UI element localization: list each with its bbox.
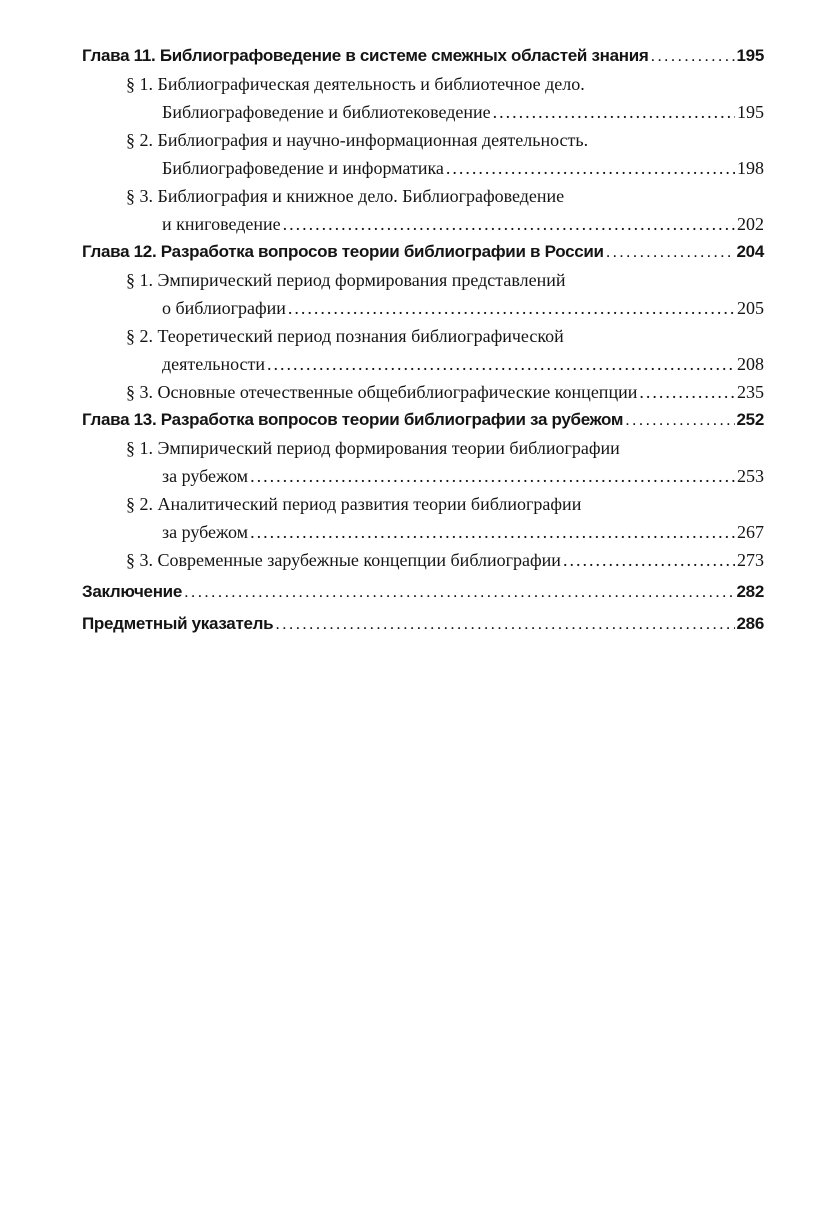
toc-chapter-13[interactable]	[82, 406, 764, 434]
leader-dots	[563, 546, 735, 574]
page-number: 286	[736, 614, 764, 633]
section-title-cont: за рубежом	[162, 466, 249, 486]
toc-section-11-3-line1: § 3. Библиография и книжное дело. Библиографоведение	[126, 186, 565, 206]
section-title-cont: Библиографоведение и библиотековедение	[162, 102, 491, 122]
page-number: 253	[737, 466, 764, 486]
page-number: 267	[737, 522, 764, 542]
toc-chapter-12[interactable]	[82, 238, 764, 266]
page-number: 208	[737, 354, 764, 374]
page-number: 235	[737, 382, 764, 402]
page-number: 273	[737, 550, 764, 570]
section-title-cont: за рубежом	[162, 522, 249, 542]
table-of-contents	[82, 42, 764, 638]
toc-section-13-2-line1: § 2. Аналитический период развития теории библиографии	[126, 494, 582, 514]
leader-dots	[275, 610, 734, 638]
leader-dots	[639, 378, 735, 406]
toc-conclusion[interactable]	[82, 578, 764, 606]
page-number: 198	[737, 158, 764, 178]
leader-dots	[288, 294, 735, 322]
toc-section-11-1-line1: § 1. Библиографическая деятельность и библиотечное дело.	[126, 74, 585, 94]
section-title-cont: и книговедение	[162, 214, 281, 234]
toc-section-12-2-line1: § 2. Теоретический период познания библиографической	[126, 326, 564, 346]
toc-subject-index[interactable]	[82, 610, 764, 638]
toc-section-11-2[interactable]	[82, 154, 764, 182]
toc-section-11-1[interactable]	[82, 98, 764, 126]
page-number: 195	[736, 46, 764, 65]
page-number: 205	[737, 298, 764, 318]
leader-dots	[267, 350, 735, 378]
section-title: § 3. Современные зарубежные концепции библиографии	[126, 550, 561, 570]
section-title-cont: о библиографии	[162, 298, 286, 318]
section-title: § 3. Основные отечественные общебиблиографические концепции	[126, 382, 638, 402]
leader-dots	[250, 518, 735, 546]
page-number: 204	[736, 242, 764, 261]
chapter-title: Глава 11. Библиографоведение в системе смежных областей знания	[82, 46, 649, 65]
leader-dots	[625, 406, 734, 434]
conclusion-title: Заключение	[82, 582, 182, 601]
page-number: 252	[736, 410, 764, 429]
toc-section-13-1[interactable]	[82, 462, 764, 490]
toc-section-12-1[interactable]	[82, 294, 764, 322]
section-title-cont: Библиографоведение и информатика	[162, 158, 444, 178]
page-number: 202	[737, 214, 764, 234]
leader-dots	[250, 462, 735, 490]
section-title-cont: деятельности	[162, 354, 266, 374]
toc-section-13-1-line1: § 1. Эмпирический период формирования теории библиографии	[126, 438, 620, 458]
toc-section-13-2[interactable]	[82, 518, 764, 546]
page-number: 282	[736, 582, 764, 601]
leader-dots	[446, 154, 735, 182]
leader-dots	[606, 238, 735, 266]
toc-section-13-3[interactable]	[82, 546, 764, 574]
page-number: 195	[737, 102, 764, 122]
leader-dots	[650, 42, 734, 70]
leader-dots	[184, 578, 735, 606]
toc-section-11-2-line1: § 2. Библиография и научно-информационная деятельность.	[126, 130, 589, 150]
toc-section-11-3[interactable]	[82, 210, 764, 238]
toc-section-12-3[interactable]	[82, 378, 764, 406]
toc-chapter-11[interactable]	[82, 42, 764, 70]
leader-dots	[283, 210, 735, 238]
toc-section-12-1-line1: § 1. Эмпирический период формирования представлений	[126, 270, 566, 290]
leader-dots	[493, 98, 735, 126]
chapter-title: Глава 13. Разработка вопросов теории библиографии за рубежом	[82, 410, 624, 429]
chapter-title: Глава 12. Разработка вопросов теории библиографии в России	[82, 242, 604, 261]
index-title: Предметный указатель	[82, 614, 274, 633]
toc-section-12-2[interactable]	[82, 350, 764, 378]
